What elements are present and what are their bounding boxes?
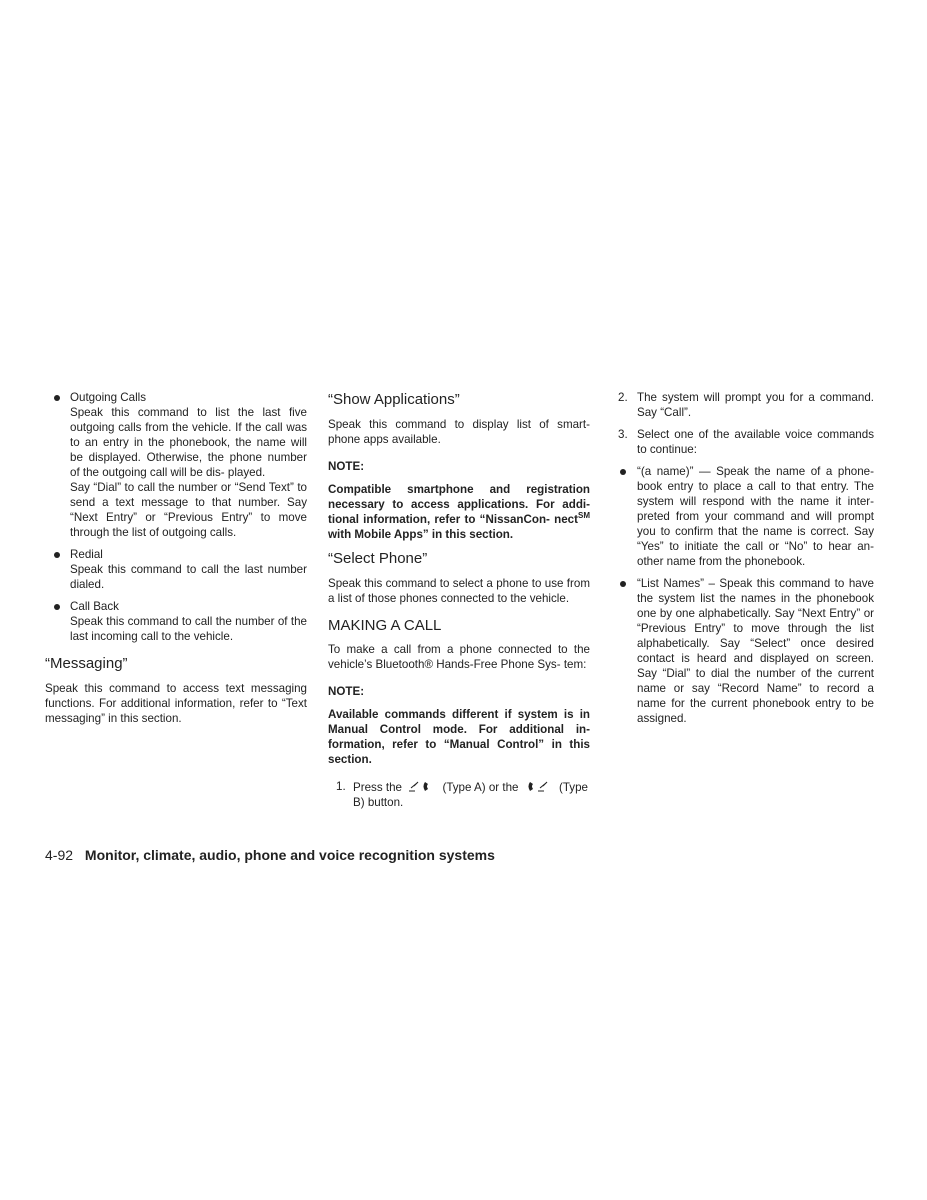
note-text: Compatible smartphone and registration necessary to access applications. For addi- tional information, refer to “NissanCon- nect℠ with Mobile Apps” in this section. <box>328 483 590 541</box>
paragraph-select-phone: Speak this command to select a phone to use from a list of those phones connected to the vehicle. <box>328 577 590 605</box>
column-right <box>618 390 874 726</box>
list-item-redial <box>45 547 307 592</box>
section-heading-making-a-call: MAKING A CALL <box>328 617 442 634</box>
item-text: Speak this command to list the last five outgoing calls from the vehicle. If the call was to an entry in the phonebook, the name will be displayed. Otherwise, the phone number of the outgoing call will be dis- played. <box>70 406 307 479</box>
list-item-call-back <box>45 599 307 644</box>
chapter-title: Monitor, climate, audio, phone and voice recognition systems <box>84 847 495 863</box>
bullet-icon <box>620 469 626 475</box>
section-heading-show-applications: “Show Applications” <box>328 391 460 408</box>
section-heading-select-phone: “Select Phone” <box>328 550 428 567</box>
paragraph-making-a-call: To make a call from a phone connected to the vehicle’s Bluetooth® Hands-Free Phone Sys- tem: <box>328 643 590 671</box>
section-heading-messaging: “Messaging” <box>45 655 128 672</box>
step-1: 1. Press the (Type A) or the (Type B) button. <box>336 780 588 809</box>
phone-voice-icon-type-a <box>407 779 437 794</box>
list-item-outgoing-calls <box>45 390 307 540</box>
column-left <box>45 390 307 726</box>
column-middle <box>328 390 590 810</box>
paragraph-show-applications: Speak this command to display list of smart- phone apps available. <box>328 418 590 446</box>
note-text: Available commands different if system is in Manual Control mode. For additional in- formation, refer to “Manual Control” in this section. <box>328 708 590 766</box>
page-number: 4-92 <box>45 847 74 863</box>
page-footer <box>45 846 495 864</box>
phone-voice-icon-type-b <box>524 779 554 794</box>
item-title: Outgoing Calls <box>70 391 147 404</box>
step-2: 2. The system will prompt you for a command. Say “Call”. <box>618 391 874 419</box>
bullet-icon <box>620 581 626 587</box>
item-text: Say “Dial” to call the number or “Send Text” to send a text message to that number. Say “Next Entry” or “Previous Entry” to move through the list of outgoing calls. <box>70 481 307 539</box>
list-item-a-name: “(a name)” — Speak the name of a phone- book entry to place a call to that entry. The system will respond with the name it inter- preted from your command and will prompt you to confirm that the name is correct. Say “Yes” to initiate the call or “No” to hear an- other name from the phonebook. <box>618 464 874 569</box>
bullet-icon <box>54 604 60 610</box>
bullet-icon <box>54 552 60 558</box>
bullet-icon <box>54 395 60 401</box>
note-label: NOTE: <box>328 460 365 473</box>
item-title: Redial <box>70 548 103 561</box>
item-text: Speak this command to call the last number dialed. <box>70 563 307 591</box>
list-item-list-names: “List Names” – Speak this command to have the system list the names in the phonebook one by one alphabetically. Say “Next Entry” or “Previous Entry” to move through the list alphabetically. Say “Select” once desired contact is heard and displayed on screen. Say “Dial” to dial the number of the current name or say “Record Name” to record a name for the current phonebook entry to be assigned. <box>618 576 874 726</box>
step-3: 3. Select one of the available voice commands to continue: <box>618 428 874 456</box>
note-label: NOTE: <box>328 685 365 698</box>
paragraph-messaging: Speak this command to access text messaging functions. For additional information, refer to “Text messaging” in this section. <box>45 682 307 725</box>
item-title: Call Back <box>70 600 119 613</box>
item-text: Speak this command to call the number of the last incoming call to the vehicle. <box>70 615 307 643</box>
